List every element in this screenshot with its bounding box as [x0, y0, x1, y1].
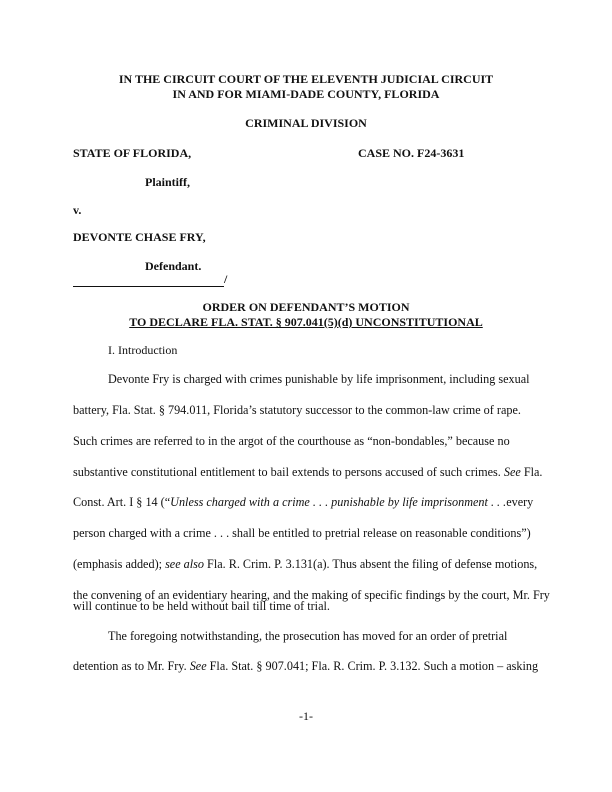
page-number: -1- — [299, 709, 313, 723]
order-title-line2: TO DECLARE FLA. STAT. § 907.041(5)(d) UNCONSTITUTIONAL — [129, 315, 483, 329]
body-line-5-text: Const. Art. I § 14 (“ — [73, 495, 171, 509]
body-line-9: will continue to be held without bail till time of trial. — [73, 599, 330, 613]
plaintiff-label: Plaintiff, — [145, 175, 190, 189]
quoted-emphasis: Unless charged with a crime . . . punishable by life imprisonment . . . — [170, 495, 507, 509]
body-line-8: the convening of an evidentiary hearing, and the making of specific findings by the court, Mr. Fry — [73, 588, 550, 602]
order-title-line1: ORDER ON DEFENDANT’S MOTION — [202, 300, 410, 314]
case-number: CASE NO. F24-3631 — [358, 146, 465, 160]
body-line-7-text: (emphasis added); — [73, 557, 166, 571]
body-line-11 — [73, 659, 538, 674]
body-line-10: The foregoing notwithstanding, the prosecution has moved for an order of pretrial — [108, 629, 508, 643]
body-line-11-text: detention as to Mr. Fry. — [73, 659, 190, 673]
citation-signal-see-also: see also — [165, 557, 204, 571]
defendant-label: Defendant. — [145, 259, 202, 273]
division-heading: CRIMINAL DIVISION — [245, 116, 367, 130]
court-name-line2: IN AND FOR MIAMI-DADE COUNTY, FLORIDA — [172, 87, 440, 101]
section-heading: I. Introduction — [108, 343, 178, 357]
body-line-2: battery, Fla. Stat. § 794.011, Florida’s statutory successor to the common-law crime of rape. — [73, 403, 521, 417]
body-line-5 — [73, 495, 533, 510]
caption-slash: / — [224, 272, 228, 286]
body-line-1: Devonte Fry is charged with crimes punishable by life imprisonment, including sexual — [108, 372, 530, 386]
court-name-line1: IN THE CIRCUIT COURT OF THE ELEVENTH JUDICIAL CIRCUIT — [118, 72, 494, 86]
body-line-11-end: Fla. Stat. § 907.041; Fla. R. Crim. P. 3.132. Such a motion – asking — [206, 659, 539, 673]
plaintiff-name: STATE OF FLORIDA, — [73, 146, 192, 160]
defendant-name: DEVONTE CHASE FRY, — [73, 230, 206, 244]
caption-rule — [73, 286, 224, 287]
body-line-4-text: substantive constitutional entitlement to bail extends to persons accused of such crimes. — [73, 465, 504, 479]
body-line-7 — [73, 557, 537, 572]
body-line-7-end: Fla. R. Crim. P. 3.131(a). Thus absent the filing of defense motions, — [204, 557, 538, 571]
citation-signal-see-2: See — [189, 659, 207, 673]
versus: v. — [73, 203, 82, 217]
body-line-5-end: every — [506, 495, 534, 509]
body-line-4 — [73, 465, 542, 480]
body-line-6: person charged with a crime . . . shall be entitled to pretrial release on reasonable conditions”) — [73, 526, 531, 540]
body-line-4-end: Fla. — [520, 465, 543, 479]
body-line-3: Such crimes are referred to in the argot of the courthouse as “non-bondables,” because no — [73, 434, 510, 448]
citation-signal-see: See — [503, 465, 521, 479]
